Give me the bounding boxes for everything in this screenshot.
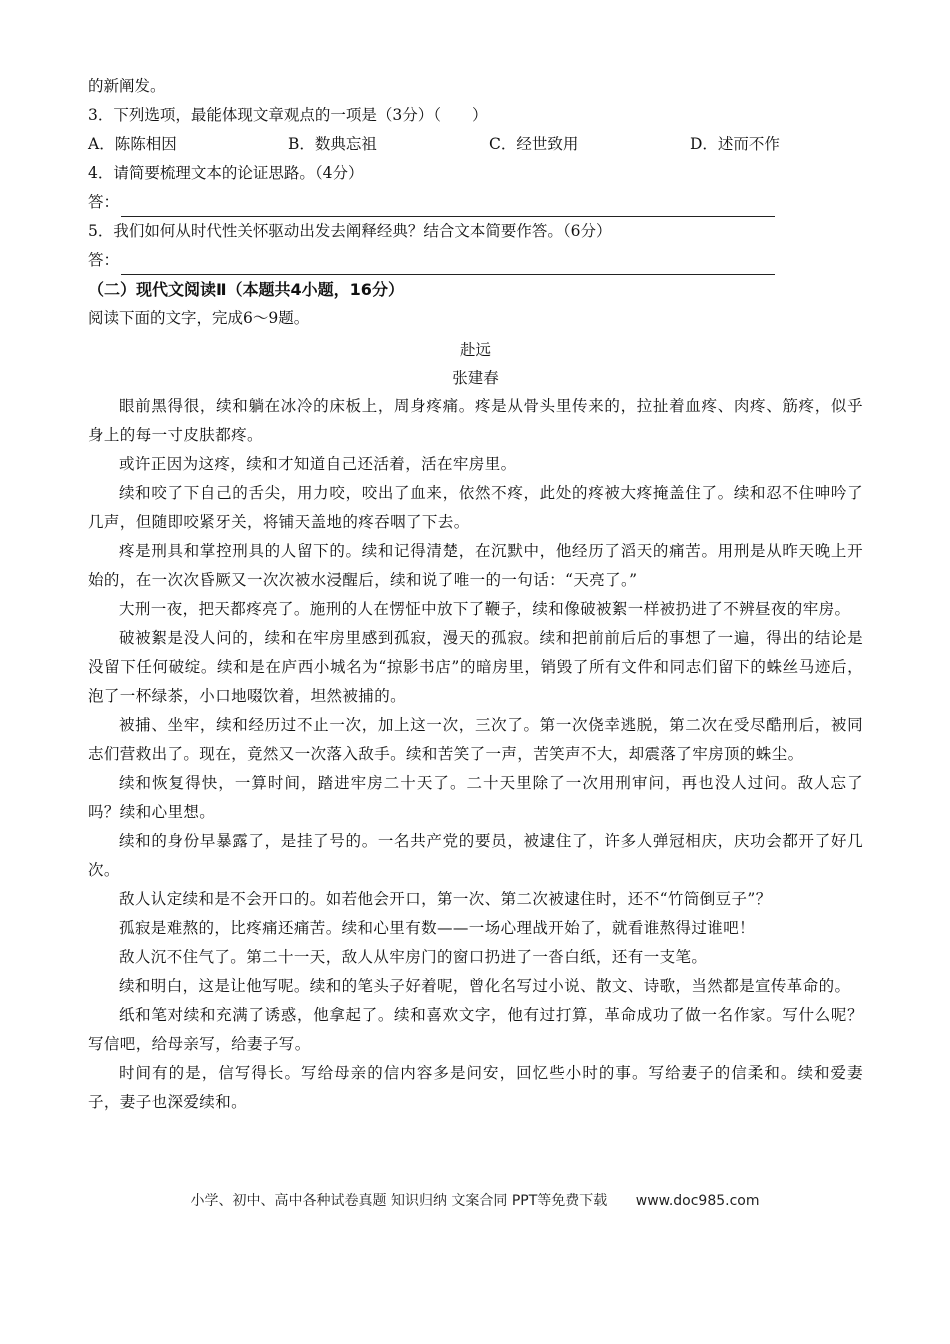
answer-line-q4 xyxy=(88,188,863,217)
story-paragraph: 疼是刑具和掌控刑具的人留下的。续和记得清楚，在沉默中，他经历了滔天的痛苦。用刑是从昨天晚上开始的，在一次次昏厥又一次次被水浸醒后，续和说了唯一的一句话：“天亮了。” xyxy=(88,542,863,589)
option-b: B．数典忘祖 xyxy=(288,135,377,153)
answer-line-q5 xyxy=(88,246,863,275)
story-paragraph: 眼前黑得很，续和躺在冰冷的床板上，周身疼痛。疼是从骨头里传来的，拉扯着血疼、肉疼、筋疼，似乎身上的每一寸皮肤都疼。 xyxy=(88,397,863,444)
option-d: D．述而不作 xyxy=(690,135,780,153)
option-c: C．经世致用 xyxy=(489,135,579,153)
question-5: 5．我们如何从时代性关怀驱动出发去阐释经典？结合文本简要作答。（6分） xyxy=(88,222,612,240)
story-paragraph: 续和明白，这是让他写呢。续和的笔头子好着呢，曾化名写过小说、散文、诗歌，当然都是宣传革命的。 xyxy=(119,977,851,995)
answer-rule xyxy=(121,196,775,217)
footer-url[interactable]: www.doc985.com xyxy=(635,1193,760,1209)
story-title: 赴远 xyxy=(459,341,491,359)
story-paragraph: 敌人沉不住气了。第二十一天，敌人从牢房门的窗口扔进了一沓白纸，还有一支笔。 xyxy=(119,948,708,966)
answer-rule xyxy=(121,254,775,275)
question-4: 4．请简要梳理文本的论证思路。（4分） xyxy=(88,164,364,182)
story-paragraph: 续和的身份早暴露了，是挂了号的。一名共产党的要员，被逮住了，许多人弹冠相庆，庆功会都开了好几次。 xyxy=(88,832,863,879)
continuation-text: 的新阐发。 xyxy=(88,77,166,95)
answer-label: 答： xyxy=(88,251,120,269)
page-footer xyxy=(0,1190,950,1210)
story-paragraph: 孤寂是难熬的，比疼痛还痛苦。续和心里有数——一场心理战开始了，就看谁熬得过谁吧！ xyxy=(119,919,756,937)
question-3-options xyxy=(88,130,863,159)
section-heading: （二）现代文阅读Ⅱ（本题共4小题，16分） xyxy=(88,280,404,299)
story-author: 张建春 xyxy=(452,369,499,387)
question-3: 3．下列选项，最能体现文章观点的一项是（3分）（ ） xyxy=(88,106,488,124)
story-paragraph: 续和咬了下自己的舌尖，用力咬，咬出了血来，依然不疼，此处的疼被大疼掩盖住了。续和忍不住呻吟了几声，但随即咬紧牙关，将铺天盖地的疼吞咽了下去。 xyxy=(88,484,863,531)
story-paragraph: 破被絮是没人问的，续和在牢房里感到孤寂，漫天的孤寂。续和把前前后后的事想了一遍，得出的结论是没留下任何破绽。续和是在庐西小城名为“掠影书店”的暗房里，销毁了所有文件和同志们留下的蛛丝马迹后，泡了一杯绿茶，小口地啜饮着，坦然被捕的。 xyxy=(88,629,863,705)
story-paragraph: 续和恢复得快，一算时间，踏进牢房二十天了。二十天里除了一次用刑审问，再也没人过问。敌人忘了吗？续和心里想。 xyxy=(88,774,863,821)
answer-label: 答： xyxy=(88,193,120,211)
footer-text: 小学、初中、高中各种试卷真题 知识归纳 文案合同 PPT等免费下载 xyxy=(190,1193,608,1209)
exam-page xyxy=(88,72,863,1117)
story-paragraph: 大刑一夜，把天都疼亮了。施刑的人在愣怔中放下了鞭子，续和像破被絮一样被扔进了不辨昼夜的牢房。 xyxy=(119,600,851,618)
story-paragraph: 敌人认定续和是不会开口的。如若他会开口，第一次、第二次被逮住时，还不“竹筒倒豆子”？ xyxy=(119,890,772,908)
option-a: A．陈陈相因 xyxy=(88,135,177,153)
story-paragraph: 被捕、坐牢，续和经历过不止一次，加上这一次，三次了。第一次侥幸逃脱，第二次在受尽酷刑后，被同志们营救出了。现在，竟然又一次落入敌手。续和苦笑了一声，苦笑声不大，却震落了牢房顶的蛛尘。 xyxy=(88,716,863,763)
story-paragraph: 时间有的是，信写得长。写给母亲的信内容多是问安，回忆些小时的事。写给妻子的信柔和。续和爱妻子，妻子也深爱续和。 xyxy=(88,1064,863,1111)
story-paragraph: 纸和笔对续和充满了诱惑，他拿起了。续和喜欢文字，他有过打算，革命成功了做一名作家。写什么呢？写信吧，给母亲写，给妻子写。 xyxy=(88,1006,863,1053)
story-paragraph: 或许正因为这疼，续和才知道自己还活着，活在牢房里。 xyxy=(119,455,517,473)
reading-instruction: 阅读下面的文字，完成6～9题。 xyxy=(88,309,310,327)
